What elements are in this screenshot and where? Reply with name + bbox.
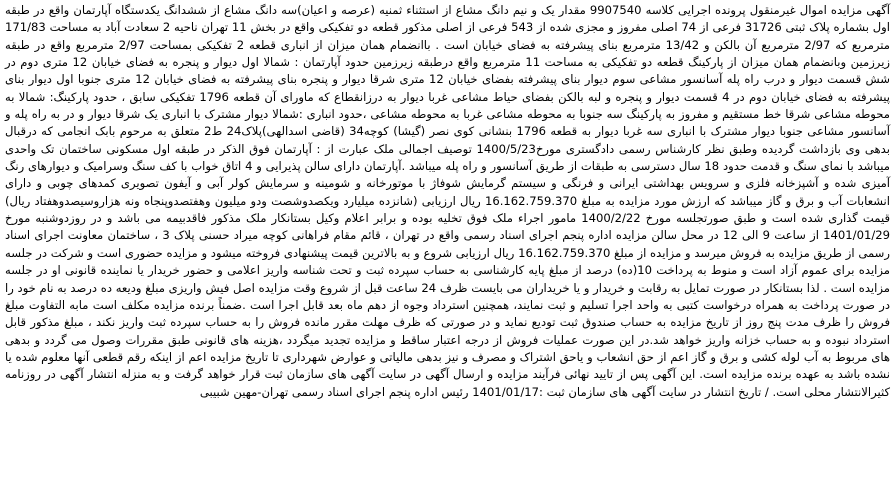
notice-text: آگهی مزایده اموال غیرمنقول پرونده اجرایی کلاسه 9907540 مقدار یک و نیم دانگ مشاع از استثناء ثمنیه (عرصه و اعیان)سه دانگ مشاع از ششدانگ یکدستگاه آپارتمان واقع در طبقه اول بشماره پلاک ثبتی 31726 فرعی از 74 اصلی مفروز و مجزی شده از 543 فرعی از اصلی مذکور قطعه دو تفکیکی واقع در بخش 11 تهران ناحیه 2 سعادت آباد به مساحت 171/83 مترمربع که 2/97 مترمربع آن بالکن و 13/42 مترمربع بنای پیشرفته به فضای خیابان است . باانضمام همان میزان از انباری قطعه 2 تفکیکی بمساحت 2/97 مترمربع واقع در طبقه زیرزمین وبانضمام همان میزان از پارکینگ قطعه دو تفکیکی به مساحت 11 مترمربع واقع درطبقه زیرزمین حدود آپارتمان : شمالا اول دیوار و پنجره به فضای خیابان 12 متری دوم در شش قسمت دیوار و درب راه پله آسانسور مشاعی سوم دیوار بنای پیشرفته بفضای خیابان 12 متری شرقا دیوار و پنجره بنای پیشرفته به فضای خیابان 12 متری جنوبا اول دیوار بنای پیشرفته به فضای خیابان دوم در 4 قسمت دیوار و پنجره و لبه بالکن بفضای حیاط مشاعی غربا دیوار به درزانقطاع که ماورای آن قطعه 1796 تفکیکی سابق ، حدود پارکینگ: شمالا به محوطه مشاعی شرقا خط مستقیم و مفروز به پارکینگ سه جنوبا به محوطه مشاعی غربا به محوطه مشاعی ،حدود انباری :شمالا دیوار مشترک با انباری یک شرقا دیوار و در به راه پله و آسانسور مشاعی جنوبا دیوار مشترک با انباری سه غربا دیوار به قطعه 1796 بنشانی کوی نصر (گیشا) کوچه34 (قاضی اسدالهی)پلاک24 ط2 متعلق به مرحوم بابک انجامی که درقبال بدهی وی بازداشت گردیده وطبق نظر کارشناس رسمی دادگستری مورخ1400/5/23 توصیف اجمالی ملک عبارت از : آپارتمان فوق الذکر در طبقه اول مسکونی ساختمان تک واحدی میباشد با نمای سنگ و قدمت حدود 18 سال دسترسی به طبقات از طریق آسانسور و راه پله میباشد .آپارتمان دارای سالن پذیرایی و 4 اتاق خواب با کف سنگ وسرامیک و دیوارهای رنگ آمیزی شده و آشپزخانه فلزی و سرویس بهداشتی ایرانی و فرنگی و سیستم گرمایش شوفاژ با موتورخانه و شومینه و سرمایش کولر آبی و آیفون تصویری کمدهای چوبی و دارای انشعابات آب و برق و گاز میباشد که ارزش مورد مزایده به مبلغ 16.162.759.370 ریال ارزیابی (شانزده میلیارد ویکصدوشصت ودو میلیون وهفتصدوپنجاه ونه هزاروسیصدوهفتاد ریال) قیمت گذاری شده است و طبق صورتجلسه مورخ 1400/2/22 مامور اجراء ملک فوق تخلیه بوده و برابر اعلام وکیل بستانکار ملک مذکور فاقدبیمه می باشد و در روزدوشنبه مورخ 1401/01/29 از ساعت 9 الی 12 در محل سالن مزایده اداره پنجم اجرای اسناد رسمی واقع در تهران ، قائم مقام فراهانی کوچه میراد حسنی پلاک 3 ، ساختمان معاونت اجرای اسناد رسمی از طریق مزایده به فروش میرسد و مزایده از مبلغ 16.162.759.370 ریال ارزیابی شروع و به بالاترین قیمت پیشنهادی فروخته میشود و مزایده حضوری است و شرکت در جلسه مزایده برای عموم آزاد است و منوط به پرداخت 10(ده) درصد از مبلغ پایه کارشناسی به حساب سپرده ثبت و تحت شناسه واریز اعلامی و حضور خریدار یا نماینده قانونی او در جلسه مزایده است . لذا بستانکار در صورت تمایل به رقابت و خریدار و یا خریداران می بایست ظرف 24 ساعت قبل از شروع وقت مزایده اصل فیش واریزی مبلغ ودیعه ده درصد به نام خود را در صورت پرداخت به همراه درخواست کتبی به واحد اجرا تسلیم و ثبت نمایند، همچنین استرداد وجوه از دهم ماه بعد قابل اجرا است .ضمناً برنده مزایده مکلف است مابه التفاوت مبلغ فروش را ظرف مدت پنج روز از تاریخ مزایده به حساب صندوق ثبت تودیع نماید و در صورتی که ظرف مهلت مقرر مانده فروش را به حساب سپرده ثبت واریز نکند ، مبلغ مذکور قابل استرداد نبوده و به حساب خزانه واریز خواهد شد.در این صورت عملیات فروش از درجه اعتبار ساقط و مزایده تجدید میگردد ،هزینه های قانونی طبق مقررات وصول می گردد و بدهی های مربوط به آب لوله کشی و برق و گاز اعم از حق انشعاب و یاحق اشتراک و مصرف و نیز بدهی مالیاتی و عوارض شهرداری تا تاریخ مزایده اعم از اینکه رقم قطعی آنها معلوم شده یا نشده باشد به عهده برنده مزایده است. این آگهی پس از تایید نهائی فرآیند مزایده و ارسال آگهی در سایت آگهی های سازمان ثبت قرار خواهد گرفت و به منزله انتشار آگهی در روزنامه کثیرالانتشار محلی است. / تاریخ انتشار در سایت آگهی های سازمان ثبت :1401/01/17 رئیس اداره پنجم اجرای اسناد رسمی تهران-مهین شبیبی [5,3,891,399]
